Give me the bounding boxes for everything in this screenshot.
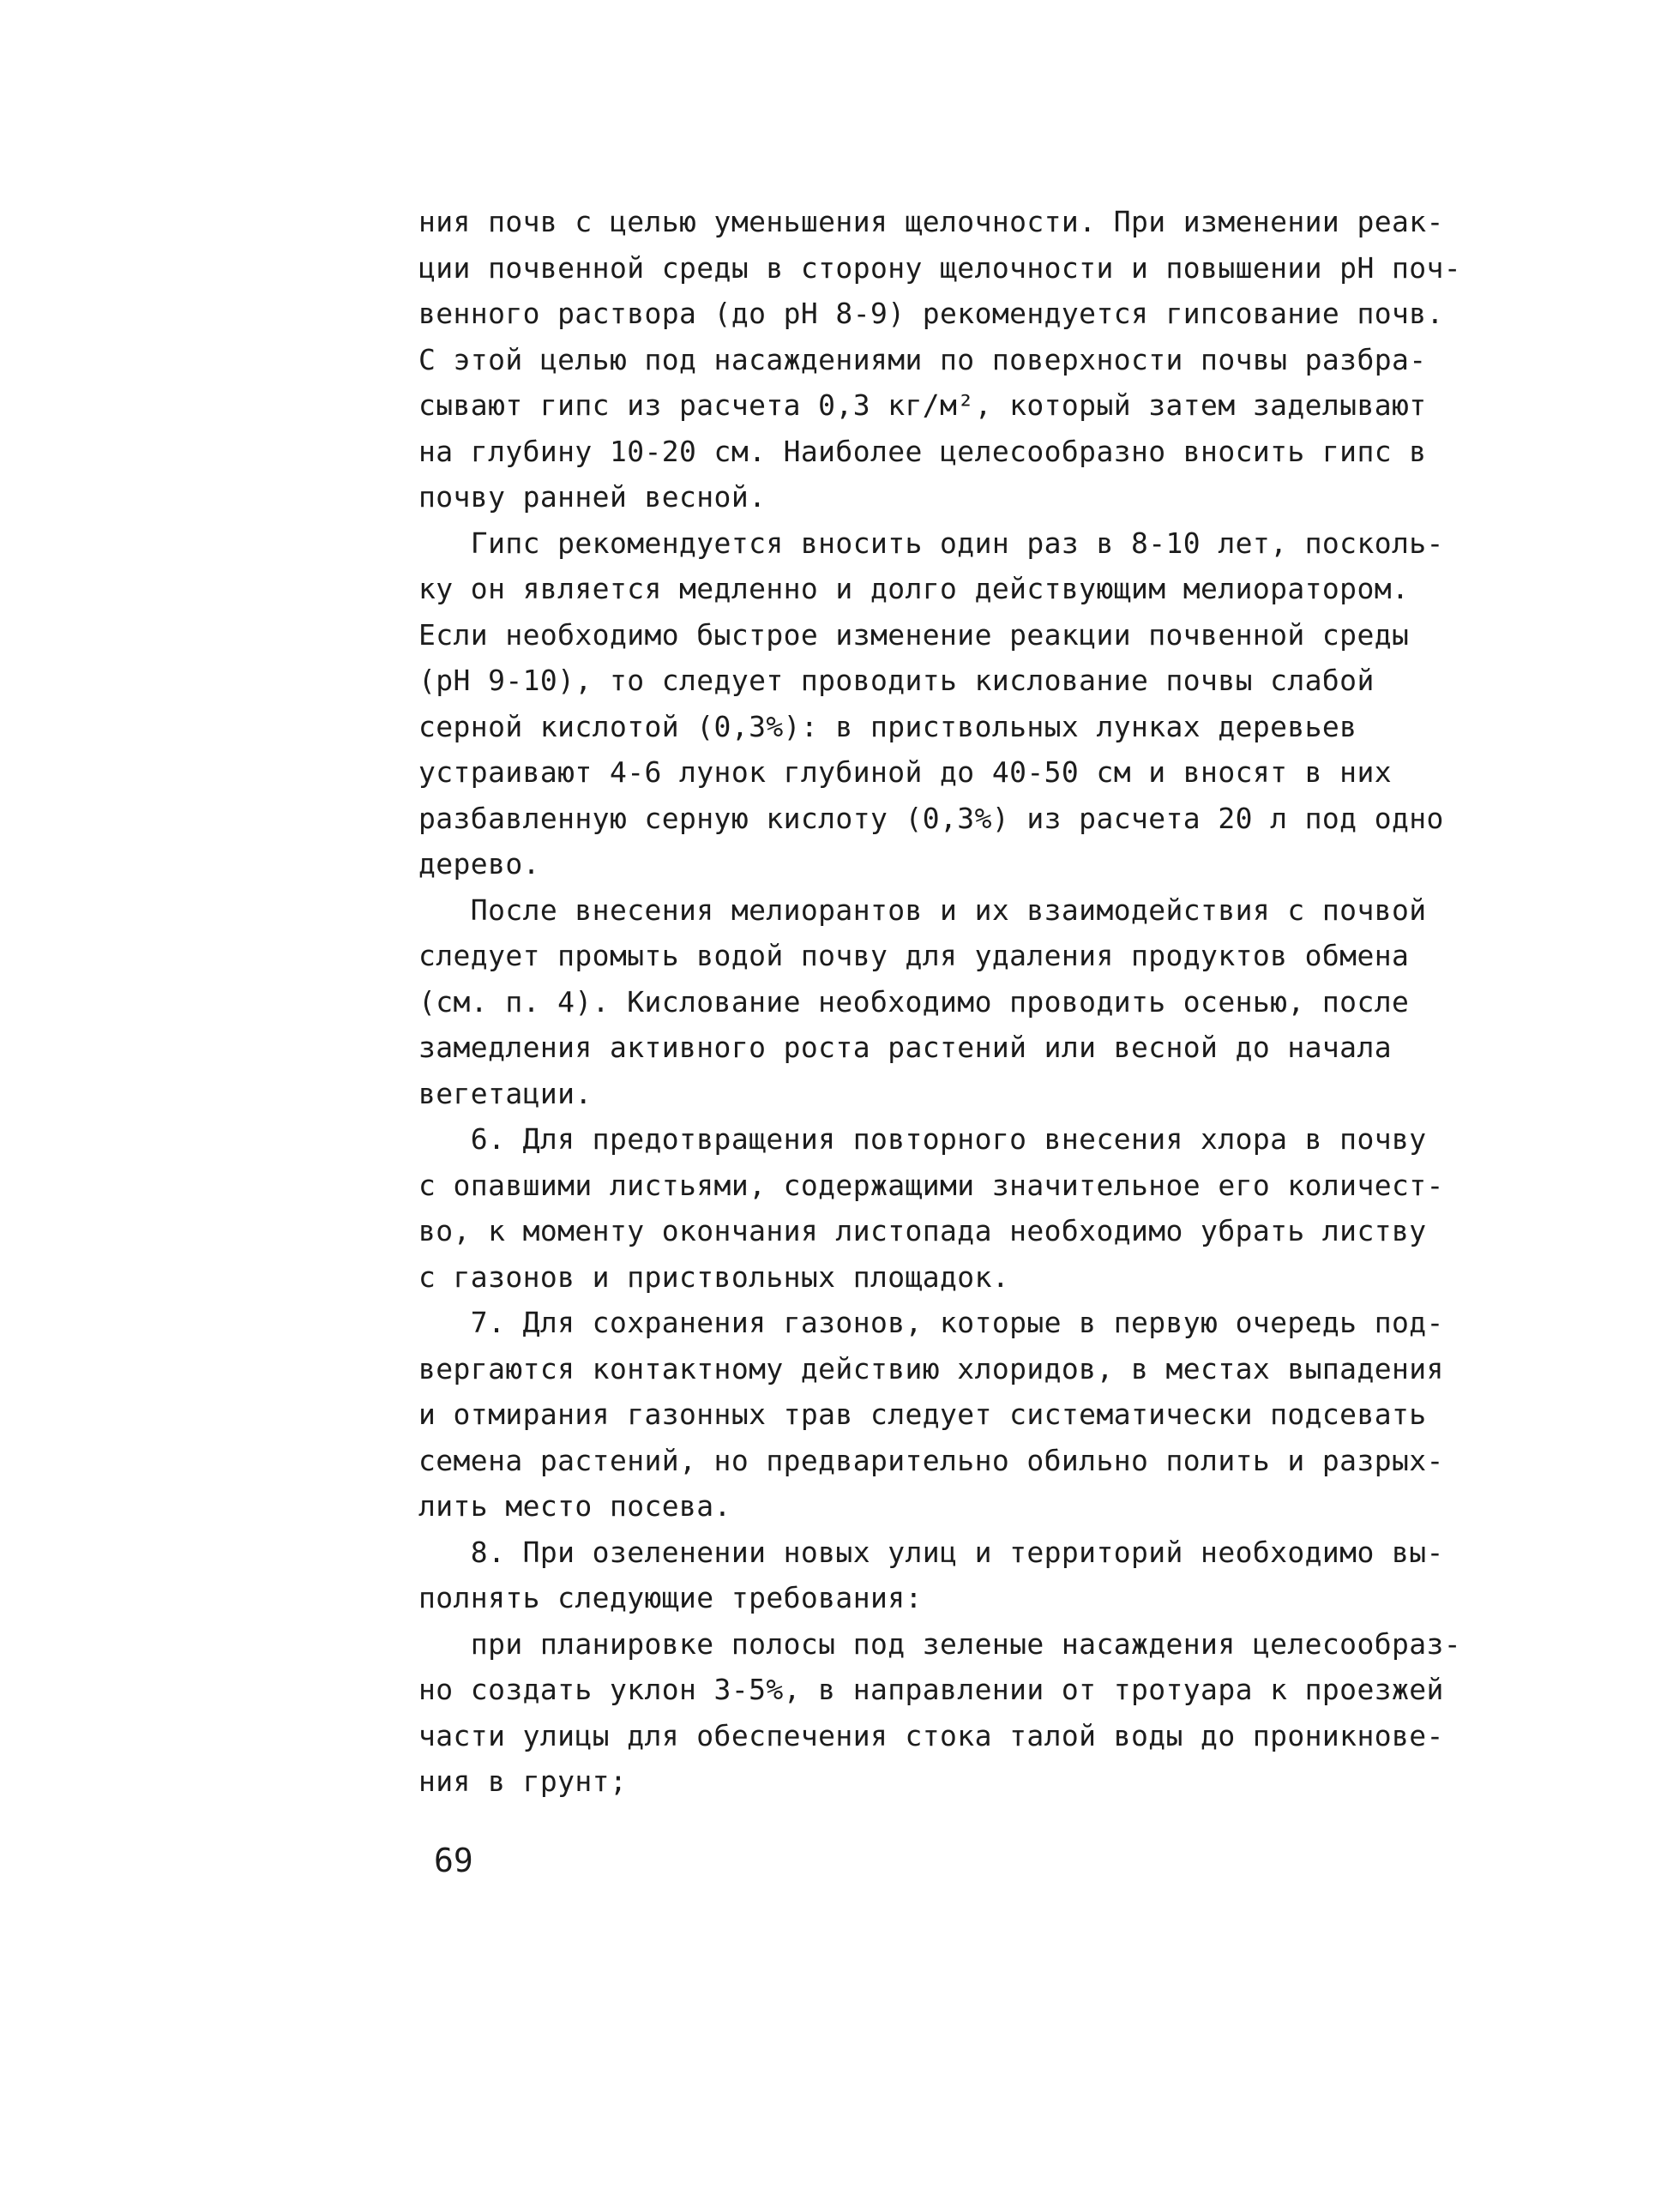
text-line: С этой целью под насаждениями по поверхности почвы разбра- xyxy=(418,342,1427,376)
text-line: и отмирания газонных трав следует систематически подсевать xyxy=(418,1398,1427,1431)
text-line: Гипс рекомендуется вносить один раз в 8-10 лет, посколь- xyxy=(418,526,1444,560)
text-line: вергаются контактному действию хлоридов, в местах выпадения xyxy=(418,1351,1444,1386)
text-line: на глубину 10-20 см. Наиболее целесообразно вносить гипс в xyxy=(418,434,1427,468)
text-line: при планировке полосы под зеленые насаждения целесообраз- xyxy=(418,1626,1462,1661)
text-line: части улицы для обеспечения стока талой воды до проникнове- xyxy=(418,1718,1444,1752)
text-line: почву ранней весной. xyxy=(418,480,767,514)
text-line: 8. При озеленении новых улиц и территорий необходимо вы- xyxy=(418,1535,1444,1569)
text-line: 7. Для сохранения газонов, которые в первую очередь под- xyxy=(418,1306,1444,1339)
text-line: ции почвенной среды в сторону щелочности и повышении рН поч- xyxy=(418,250,1462,285)
text-line: Если необходимо быстрое изменение реакции почвенной среды xyxy=(418,617,1410,652)
text-line: вегетации. xyxy=(418,1076,593,1110)
text-line: с газонов и приствольных площадок. xyxy=(418,1259,1010,1294)
text-line: с опавшими листьями, содержащими значительное его количест- xyxy=(418,1168,1444,1202)
text-line: 6. Для предотвращения повторного внесения хлора в почву xyxy=(418,1122,1427,1156)
text-line: разбавленную серную кислоту (0,3%) из расчета 20 л под одно xyxy=(418,801,1444,835)
text-line: во, к моменту окончания листопада необходимо убрать листву xyxy=(418,1214,1427,1247)
text-line: венного раствора (до рН 8-9) рекомендуется гипсование почв. xyxy=(418,297,1444,330)
text-line: После внесения мелиорантов и их взаимодействия с почвой xyxy=(418,893,1427,927)
text-line: (см. п. 4). Кислование необходимо проводить осенью, после xyxy=(418,984,1410,1019)
text-line: дерево. xyxy=(418,847,540,881)
text-line: сывают гипс из расчета 0,3 кг/м², который затем заделывают xyxy=(418,388,1427,422)
text-line: но создать уклон 3-5%, в направлении от тротуара к проезжей xyxy=(418,1673,1444,1706)
text-line: следует промыть водой почву для удаления продуктов обмена xyxy=(418,939,1410,972)
body-text xyxy=(418,199,1516,1805)
text-line: замедления активного роста растений или весной до начала xyxy=(418,1031,1392,1064)
text-line: полнять следующие требования: xyxy=(418,1581,923,1614)
text-line: серной кислотой (0,3%): в приствольных лунках деревьев xyxy=(418,709,1357,743)
page-number: 69 xyxy=(434,1842,473,1879)
text-line: семена растений, но предварительно обильно полить и разрых- xyxy=(418,1443,1444,1477)
text-line: ния почв с целью уменьшения щелочности. При изменении реак- xyxy=(418,205,1444,238)
text-line: (рН 9-10), то следует проводить кислование почвы слабой xyxy=(418,664,1375,697)
text-line: ку он является медленно и долго действующим мелиоратором. xyxy=(418,572,1410,605)
text-line: устраивают 4-6 лунок глубиной до 40-50 см и вносят в них xyxy=(418,755,1392,789)
text-line: лить место посева. xyxy=(418,1489,731,1523)
text-line: ния в грунт; xyxy=(418,1764,628,1798)
